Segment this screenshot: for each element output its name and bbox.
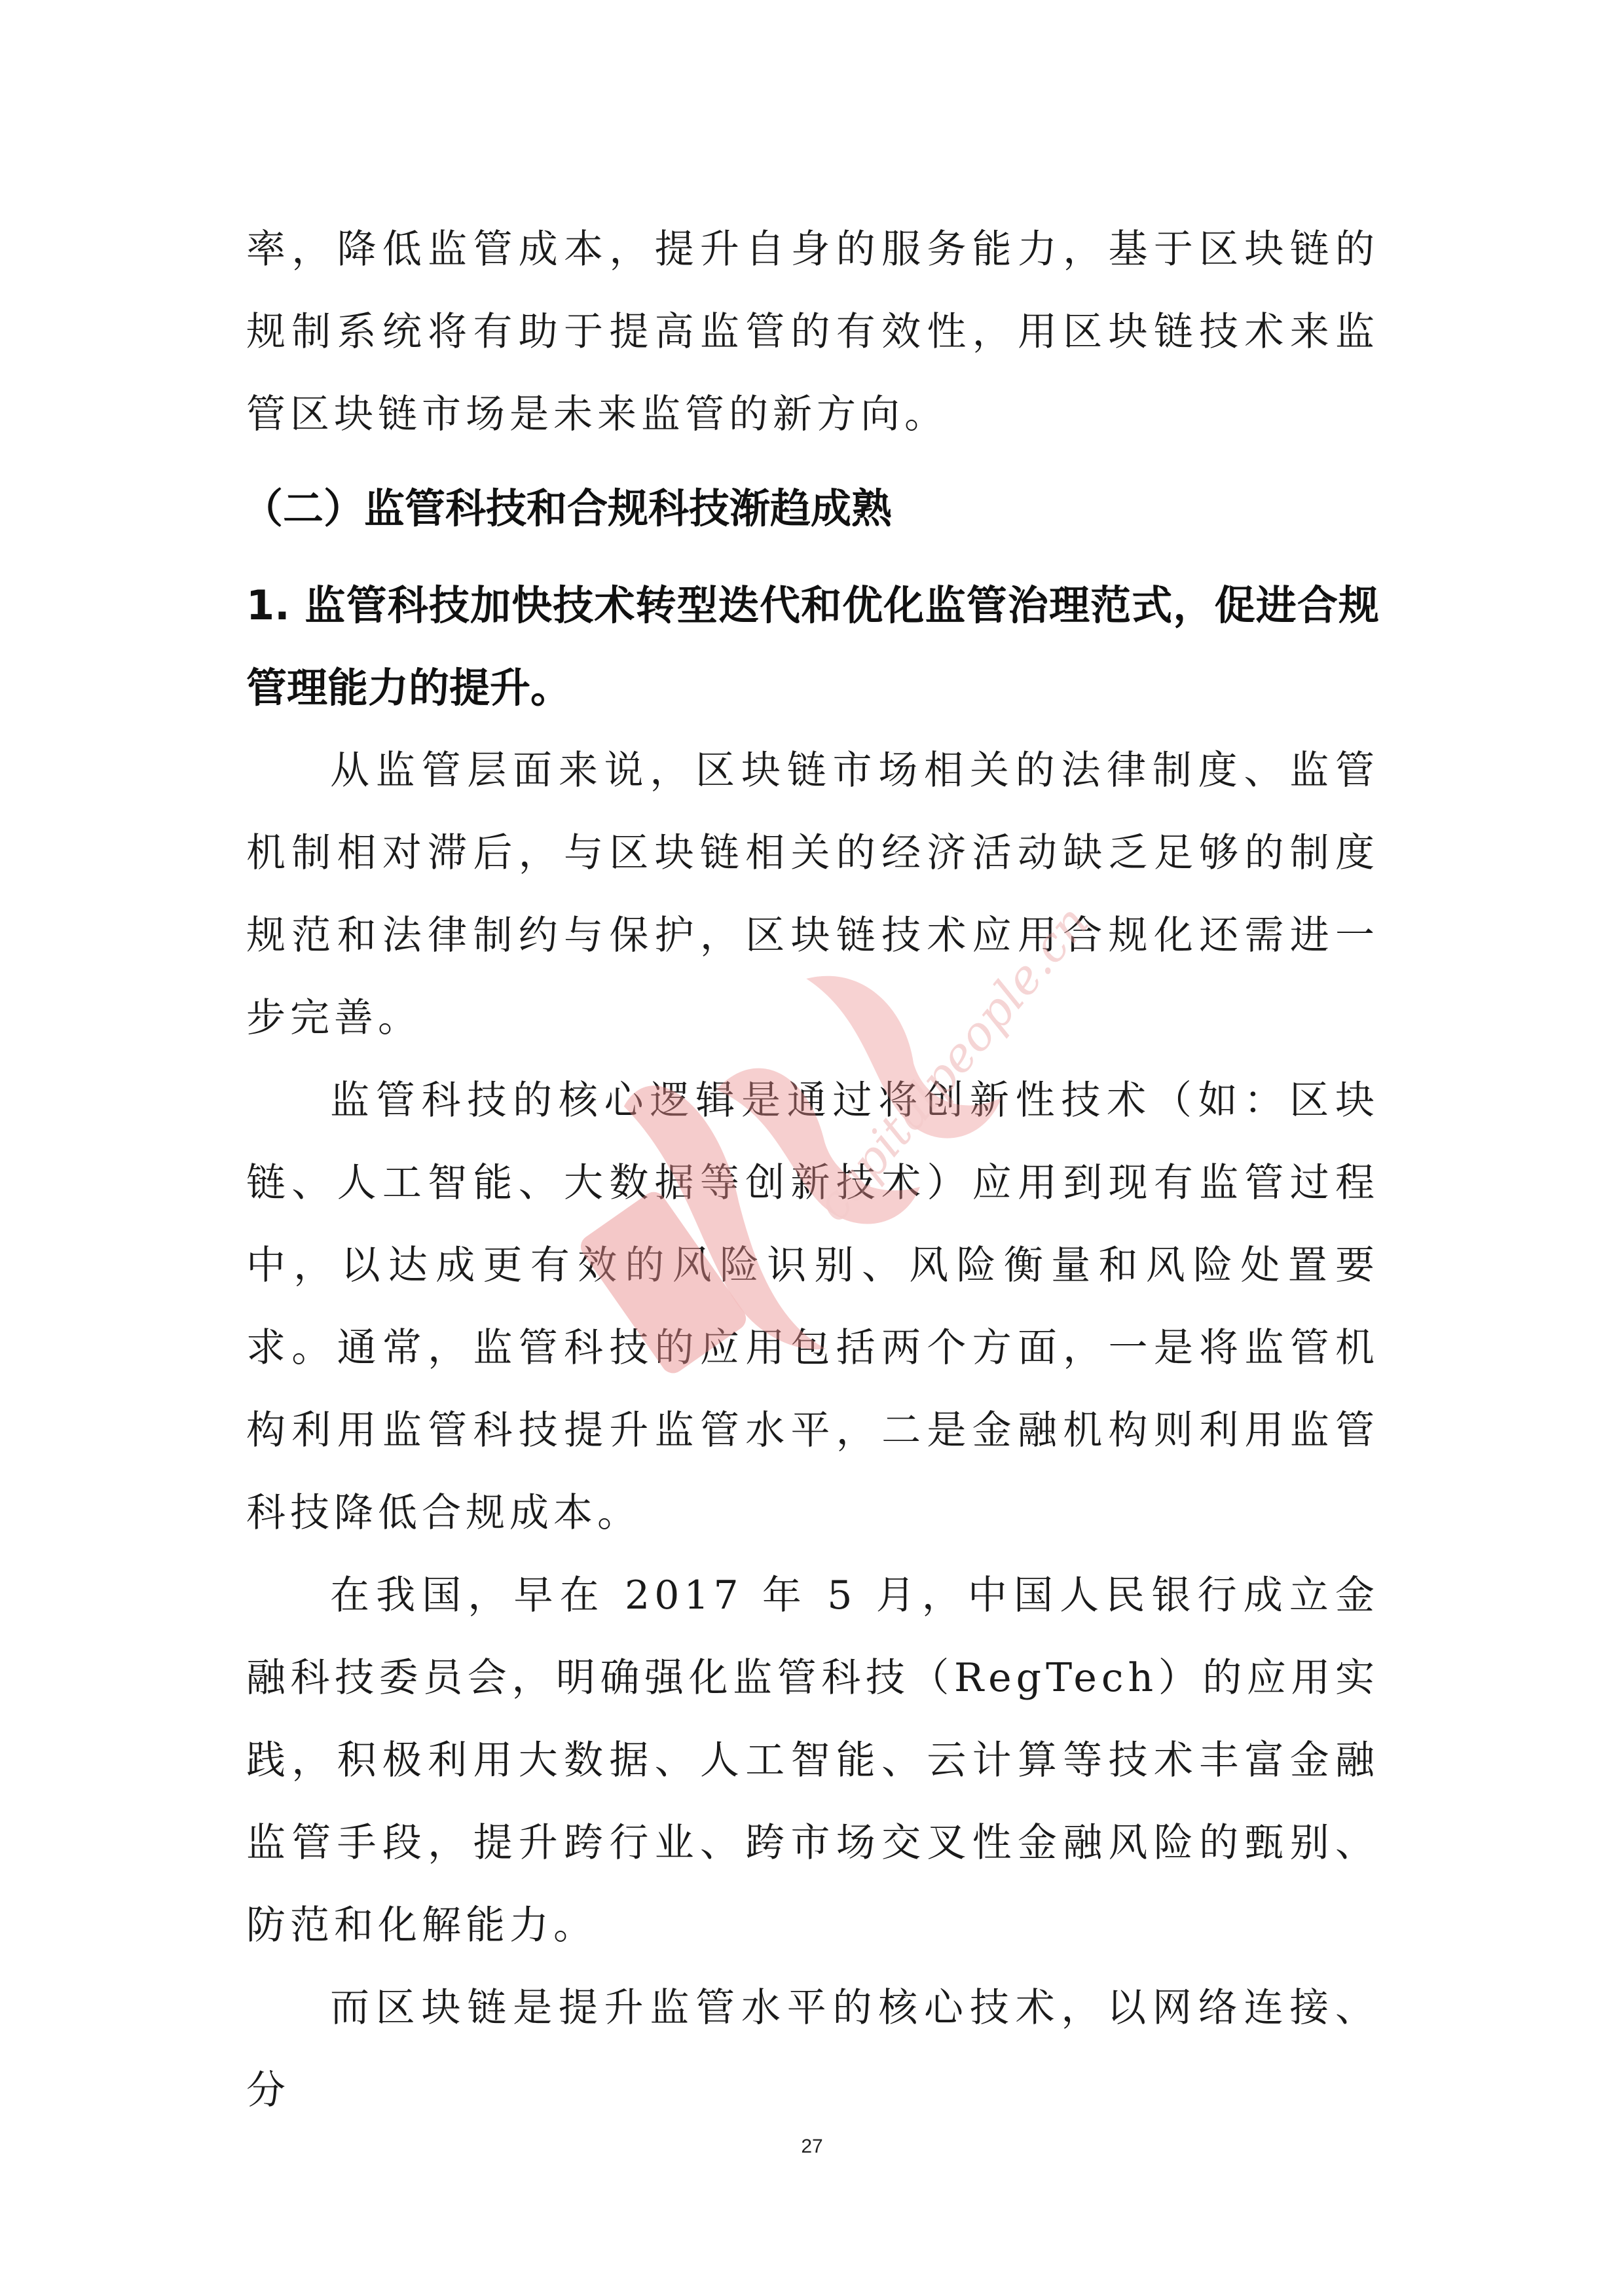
paragraph-blockchain-core: 而区块链是提升监管水平的核心技术，以网络连接、分 — [246, 1985, 1379, 2113]
page-content — [242, 208, 1379, 2132]
paragraph-regulation-lag: 从监管层面来说，区块链市场相关的法律制度、监管机制相对滞后，与区块链相关的经济活动缺乏足够的制度规范和法律制约与保护，区块链技术应用合规化还需进一步完善。 — [246, 748, 1379, 1041]
paragraph-continuation: 率，降低监管成本，提升自身的服务能力，基于区块链的规制系统将有助于提高监管的有效性，用区块链技术来监管区块链市场是未来监管的新方向。 — [246, 227, 1379, 437]
watermark-url: capitalpeople.cn — [804, 894, 1100, 1231]
paragraph-regtech-logic: 监管科技的核心逻辑是通过将创新性技术（如：区块链、人工智能、大数据等创新技术）应用到现有监管过程中，以达成更有效的风险识别、风险衡量和风险处置要求。通常，监管科技的应用包括两个方面，一是将监管机构利用监管科技提升监管水平，二是金融机构则利用监管科技降低合规成本。 — [246, 1078, 1379, 1536]
section-heading: （二）监管科技和合规科技渐趋成熟 — [242, 484, 893, 532]
paragraph-china-regtech: 在我国，早在 2017 年 5 月，中国人民银行成立金融科技委员会，明确强化监管科技（RegTech）的应用实践，积极利用大数据、人工智能、云计算等技术丰富金融监管手段，提升跨行业、跨市场交叉性金融风险的甄别、防范和化解能力。 — [246, 1573, 1379, 1948]
page-number: 27 — [801, 2136, 823, 2157]
subsection-heading: 1. 监管科技加快技术转型迭代和优化监管治理范式，促进合规管理能力的提升。 — [246, 581, 1379, 712]
